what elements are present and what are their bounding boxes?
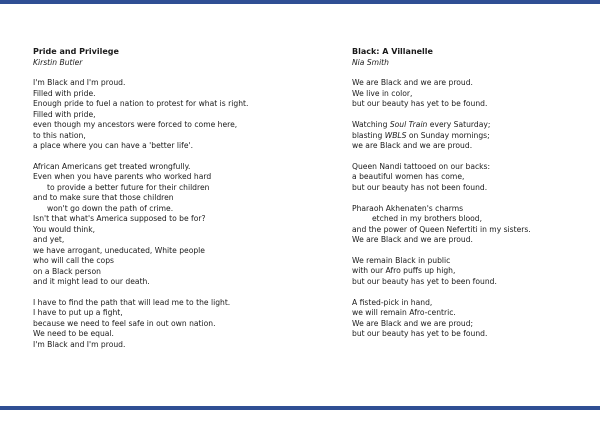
poem-black-a-villanelle bbox=[352, 47, 597, 350]
poem-line: Queen Nandi tattooed on our backs: bbox=[352, 161, 491, 171]
stanza-1 bbox=[352, 78, 597, 109]
poem-line: We are Black and we are proud. bbox=[352, 235, 473, 245]
poem-line: Pharaoh Akhenaten's charms bbox=[352, 203, 464, 213]
text-run: on Sunday mornings; bbox=[406, 130, 490, 140]
poem-line: We remain Black in public bbox=[352, 256, 451, 266]
poem-line: Filled with pride, bbox=[33, 109, 96, 119]
poem-title: Pride and Privilege bbox=[33, 47, 119, 56]
poem-line: We are Black and we are proud; bbox=[352, 318, 474, 328]
poem-line: we have arrogant, uneducated, White people bbox=[33, 245, 205, 255]
text-run: every Saturday; bbox=[427, 120, 491, 130]
poem-pride-and-privilege bbox=[33, 47, 303, 361]
poem-line: who will call the cops bbox=[33, 256, 114, 266]
poem-line: and it might lead to our death. bbox=[33, 276, 150, 286]
stanza-3 bbox=[33, 298, 303, 350]
poem-line: a beautiful women has come, bbox=[352, 172, 465, 182]
stanza-2 bbox=[352, 120, 597, 151]
poem-line: but our beauty has not been found. bbox=[352, 182, 488, 192]
poem-line: I'm Black and I'm proud. bbox=[33, 339, 126, 349]
poem-line: but our beauty has yet to been found. bbox=[352, 276, 497, 286]
poem-line: Even when you have parents who worked hard bbox=[33, 172, 212, 182]
poem-line: African Americans get treated wrongfully. bbox=[33, 162, 191, 171]
poem-line: We are Black and we are proud. bbox=[352, 78, 473, 88]
poem-line: Isn't that what's America supposed to be for? bbox=[33, 214, 206, 224]
poem-line: and yet, bbox=[33, 235, 65, 245]
poem-line: but our beauty has yet to be found. bbox=[352, 329, 488, 339]
poem-line: Enough pride to fuel a nation to protest for what is right. bbox=[33, 99, 249, 109]
poem-line: we are Black and we are proud. bbox=[352, 141, 473, 151]
poem-line: etched in my brothers blood, bbox=[372, 214, 483, 224]
poem-line bbox=[352, 131, 597, 141]
poem-line: on a Black person bbox=[33, 266, 101, 276]
poem-author: Nia Smith bbox=[352, 57, 389, 67]
stanza-3 bbox=[352, 162, 597, 193]
stanza-2 bbox=[33, 162, 303, 287]
poem-line: Filled with pride. bbox=[33, 88, 96, 98]
poem-line: we will remain Afro-centric. bbox=[352, 308, 456, 318]
poem-line: A fisted-pick in hand, bbox=[352, 297, 433, 307]
poem-line: I have to find the path that will lead me to the light. bbox=[33, 297, 231, 307]
top-rule bbox=[0, 0, 600, 4]
poem-line: I'm Black and I'm proud. bbox=[33, 78, 126, 88]
poem-line: You would think, bbox=[33, 224, 96, 234]
poem-line: because we need to feel safe in out own nation. bbox=[33, 318, 216, 328]
poem-line: I have to put up a fight, bbox=[33, 308, 123, 318]
poem-line: with our Afro puffs up high, bbox=[352, 266, 456, 276]
stanza-6 bbox=[352, 298, 597, 340]
poem-line: even though my ancestors were forced to come here, bbox=[33, 120, 238, 130]
stanza-5 bbox=[352, 256, 597, 287]
poem-line: and the power of Queen Nefertiti in my sisters. bbox=[352, 224, 531, 234]
station-name: WBLS bbox=[384, 130, 407, 140]
show-title: Soul Train bbox=[389, 120, 428, 130]
poem-line: We need to be equal. bbox=[33, 329, 114, 339]
poem-line: but our beauty has yet to be found. bbox=[352, 99, 488, 109]
poem-author: Kirstin Butler bbox=[33, 57, 83, 67]
stanza-4 bbox=[352, 204, 597, 246]
text-run: blasting bbox=[352, 130, 385, 140]
poem-line: a place where you can have a 'better life'. bbox=[33, 141, 193, 151]
poem-line: and to make sure that those children bbox=[33, 193, 174, 203]
poem-line: to this nation, bbox=[33, 130, 86, 140]
page-gap bbox=[0, 410, 600, 424]
text-run: Watching bbox=[352, 120, 390, 130]
poem-line: We live in color, bbox=[352, 88, 413, 98]
poem-line: to provide a better future for their children bbox=[47, 182, 210, 192]
poem-line bbox=[352, 120, 597, 130]
poem-line: won't go down the path of crime. bbox=[47, 203, 174, 213]
stanza-1 bbox=[33, 78, 303, 151]
poem-title: Black: A Villanelle bbox=[352, 47, 433, 56]
